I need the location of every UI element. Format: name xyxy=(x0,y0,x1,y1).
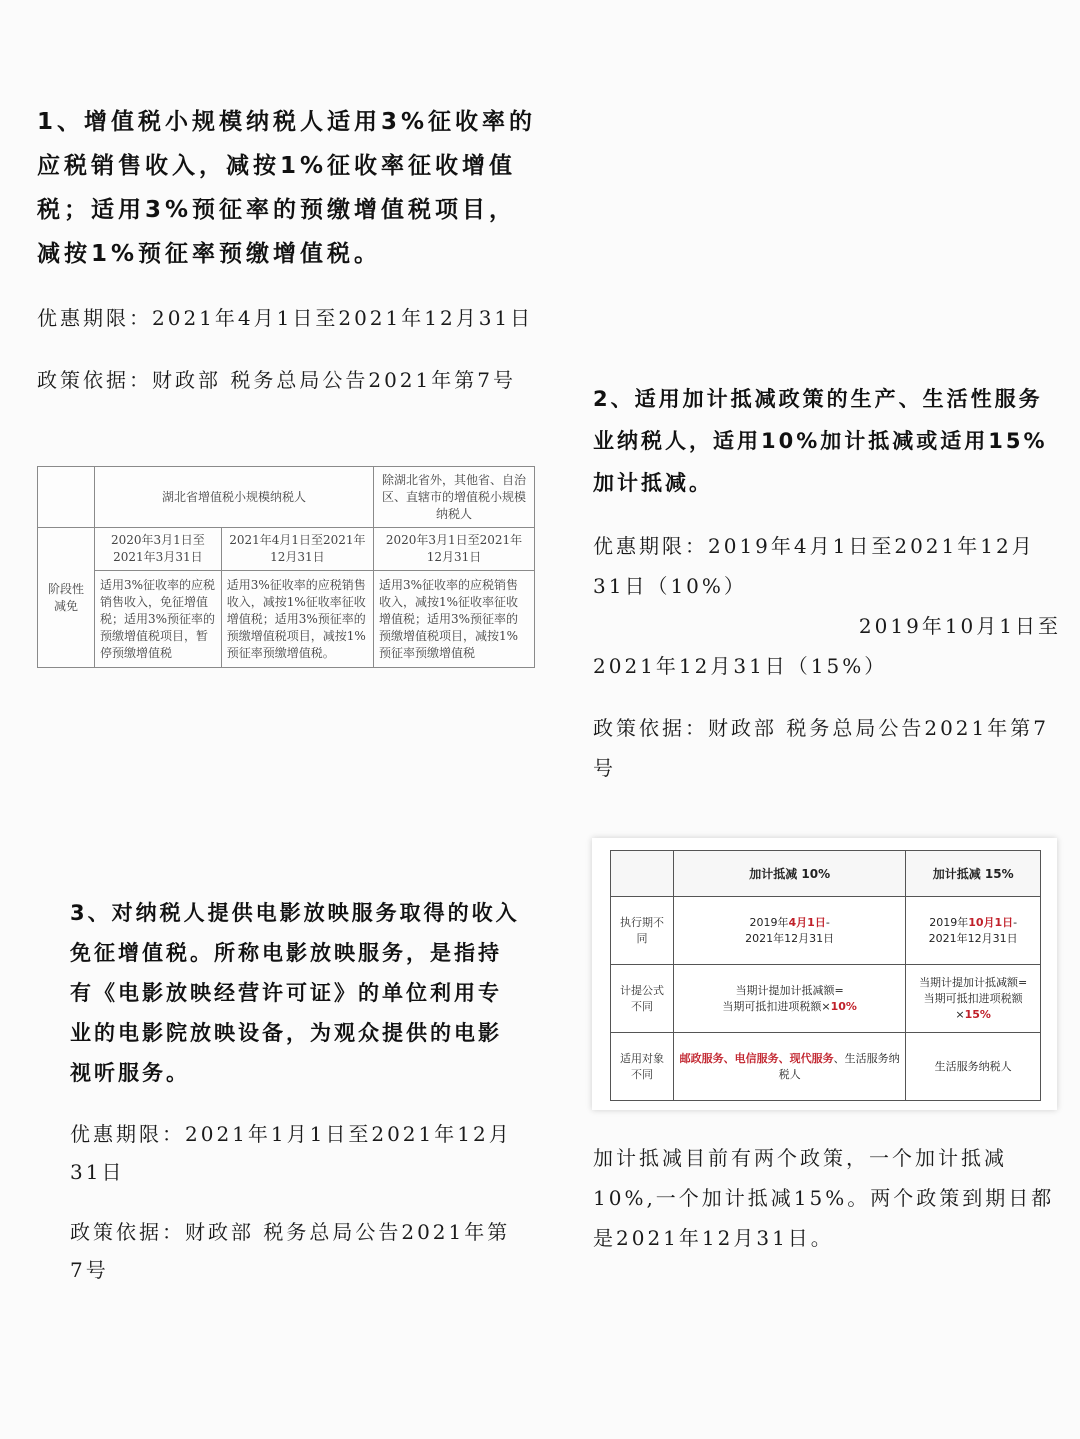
date-cell: 2021年4月1日至2021年12月31日 xyxy=(221,528,373,571)
section-1-period: 优惠期限：2021年4月1日至2021年12月31日 xyxy=(37,306,534,330)
section-3-heading: 3、对纳税人提供电影放映服务取得的收入免征增值税。所称电影放映服务，是指持有《电影放映经营许可证》的单位利用专业的电影院放映设备，为观众提供的电影视听服务。 xyxy=(70,901,520,1085)
header-10-percent: 加计抵减 10% xyxy=(674,851,906,897)
content-cell: 适用3%征收率的应税销售收入，免征增值税；适用3%预征率的预缴增值税项目，暂停预缴增值税 xyxy=(95,571,222,668)
table-corner xyxy=(38,467,95,528)
period-15-percent: 2019年10月1日- 2021年12月31日 xyxy=(906,897,1041,965)
header-15-percent: 加计抵减 15% xyxy=(906,851,1041,897)
section-2-period-second: 2019年10月1日至 xyxy=(858,614,1061,638)
applicable-10-percent: 邮政服务、电信服务、现代服务、生活服务纳税人 xyxy=(674,1033,906,1101)
section-2-note: 加计抵减目前有两个政策，一个加计抵减10%,一个加计抵减15%。两个政策到期日都是2021年12月31日。 xyxy=(593,1146,1055,1250)
date-cell: 2020年3月1日至2021年12月31日 xyxy=(374,528,535,571)
row-label-formula: 计提公式不同 xyxy=(611,965,674,1033)
row-label-period: 执行期不同 xyxy=(611,897,674,965)
section-2-period: 优惠期限：2019年4月1日至2021年12月31日（10%） xyxy=(593,534,1035,598)
additional-deduction-table-card xyxy=(592,838,1057,1110)
section-1-basis: 政策依据：财政部 税务总局公告2021年第7号 xyxy=(37,368,516,392)
date-cell: 2020年3月1日至2021年3月31日 xyxy=(95,528,222,571)
content-cell: 适用3%征收率的应税销售收入，减按1%征收率征收增值税；适用3%预征率的预缴增值税项目，减按1%预征率预缴增值税 xyxy=(374,571,535,668)
row-label-stage-reduction: 阶段性减免 xyxy=(38,528,95,668)
section-3-period: 优惠期限：2021年1月1日至2021年12月31日 xyxy=(70,1122,512,1184)
section-1-heading: 1、增值税小规模纳税人适用3%征收率的应税销售收入，减按1%征收率征收增值税；适用3%预征率的预缴增值税项目，减按1%预征率预缴增值税。 xyxy=(37,109,537,267)
table-corner xyxy=(611,851,674,897)
section-2-period-end: 2021年12月31日（15%） xyxy=(593,654,888,678)
section-3-basis: 政策依据：财政部 税务总局公告2021年第7号 xyxy=(70,1220,511,1282)
applicable-15-percent: 生活服务纳税人 xyxy=(906,1033,1041,1101)
header-hubei: 湖北省增值税小规模纳税人 xyxy=(95,467,374,528)
section-2-note-block xyxy=(593,1138,1061,1258)
period-10-percent: 2019年4月1日- 2021年12月31日 xyxy=(674,897,906,965)
formula-10-percent: 当期计提加计抵减额= 当期可抵扣进项税额×10% xyxy=(674,965,906,1033)
content-cell: 适用3%征收率的应税销售收入，减按1%征收率征收增值税；适用3%预征率的预缴增值税项目，减按1%预征率预缴增值税。 xyxy=(221,571,373,668)
additional-deduction-table xyxy=(610,850,1041,1101)
row-label-applicable: 适用对象不同 xyxy=(611,1033,674,1101)
small-scale-taxpayer-table xyxy=(37,466,535,668)
header-other: 除湖北省外，其他省、自治区、直辖市的增值税小规模纳税人 xyxy=(374,467,535,528)
section-2-basis: 政策依据：财政部 税务总局公告2021年第7号 xyxy=(593,716,1049,780)
section-2 xyxy=(593,378,1061,788)
section-1 xyxy=(37,100,539,400)
formula-15-percent: 当期计提加计抵减额= 当期可抵扣进项税额×15% xyxy=(906,965,1041,1033)
section-2-heading: 2、适用加计抵减政策的生产、生活性服务业纳税人，适用10%加计抵减或适用15%加计抵减。 xyxy=(593,387,1048,495)
section-3 xyxy=(70,893,522,1289)
